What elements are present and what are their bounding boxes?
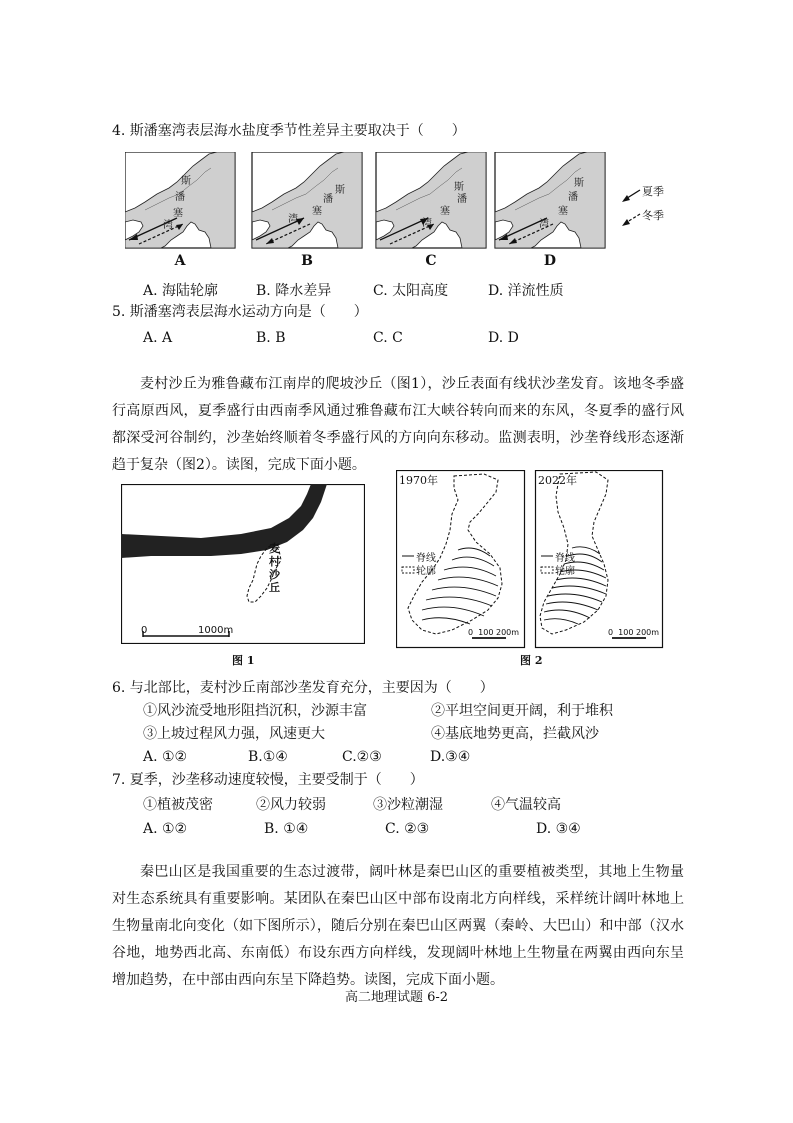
q6-statement-4: ④基底地势更高，拦截风沙 [431, 726, 599, 742]
map-a-sai: 塞 [173, 208, 183, 219]
q6-statement-3: ③上坡过程风力强，风速更大 [143, 726, 325, 742]
fig2-legend-outline-1: 轮廓 [416, 566, 436, 577]
q6-stem: 6. 与北部比，麦村沙丘南部沙垄发育充分，主要因为（ ） [112, 680, 494, 696]
map-a-si: 斯 [181, 176, 191, 187]
q7-option-b[interactable]: B. ①④ [264, 821, 309, 837]
page-footer: 高二地理试题 6-2 [344, 990, 449, 1005]
season-legend-arrows [618, 186, 644, 232]
legend-summer: 夏季 [642, 185, 664, 198]
q5-option-c[interactable]: C. C [373, 330, 403, 346]
q5-option-b[interactable]: B. B [256, 330, 286, 346]
map-label-a: A [174, 253, 186, 269]
q4-option-b[interactable]: B. 降水差异 [256, 283, 332, 299]
passage-qinba: 秦巴山区是我国重要的生态过渡带，阔叶林是秦巴山区的重要植被类型，其地上生物量对生态系统具有重要影响。某团队在秦巴山区中部布设南北方向样线，采样统计阔叶林地上生物量南北向变化（如下图所示），随后分别在秦巴山区两翼（秦岭、大巴山）和中部（汉水谷地，地势西北高、东南低）布设东西方向样线，发现阔叶林地上生物量在两翼由西向东呈增加趋势，在中部由西向东呈下降趋势。读图，完成下面小题。 [112, 864, 684, 988]
map-c-sai: 塞 [440, 206, 450, 217]
passage-dune: 麦村沙丘为雅鲁藏布江南岸的爬坡沙丘（图1），沙丘表面有线状沙垄发育。该地冬季盛行高原西风，夏季盛行由西南季风通过雅鲁藏布江大峡谷转向而来的东风，冬夏季的盛行风都深受河谷制约，沙垄始终顺着冬季盛行风的方向向东移动。监测表明，沙垄脊线形态逐渐趋于复杂（图2）。读图，完成下面小题。 [112, 376, 684, 473]
q4-maps [125, 152, 615, 250]
fig1-scale-start: 0 [141, 625, 148, 636]
q4-option-c[interactable]: C. 太阳高度 [373, 283, 449, 299]
fig1-caption: 图 1 [232, 654, 255, 667]
fig2-legend-ridge-1: 脊线 [416, 553, 436, 564]
map-label-b: B [301, 253, 313, 269]
fig2-year-1970: 1970年 [399, 474, 438, 487]
q6-option-b[interactable]: B.①④ [248, 749, 288, 765]
q7-statement-3: ③沙粒潮湿 [373, 797, 443, 813]
q7-option-a[interactable]: A. ①② [143, 821, 188, 837]
q7-option-d[interactable]: D. ③④ [536, 821, 581, 837]
map-c-pan: 潘 [457, 194, 467, 205]
fig2-caption: 图 2 [520, 654, 543, 667]
map-c-si: 斯 [454, 182, 464, 193]
q7-statement-1: ①植被茂密 [143, 797, 213, 813]
q4-stem: 4. 斯潘塞湾表层海水盐度季节性差异主要取决于（ ） [112, 123, 466, 139]
map-panel-b [252, 152, 362, 248]
q6-statement-1: ①风沙流受地形阻挡沉积，沙源丰富 [143, 703, 367, 719]
map-panel-c [376, 152, 486, 248]
q7-statement-2: ②风力较弱 [256, 797, 326, 813]
q7-statement-4: ④气温较高 [491, 797, 561, 813]
map-label-c: C [425, 253, 437, 269]
fig2-year-2022: 2022年 [538, 474, 577, 487]
map-b-si: 斯 [335, 185, 345, 196]
q6-option-c[interactable]: C.②③ [342, 749, 382, 765]
map-d-sai: 塞 [558, 206, 568, 217]
fig2-scale-2: 0 100 200m [608, 628, 660, 637]
map-d-wan: 湾 [539, 219, 549, 230]
map-d-si: 斯 [574, 178, 584, 189]
q7-stem: 7. 夏季，沙垄移动速度较慢，主要受制于（ ） [112, 772, 424, 788]
q6-option-a[interactable]: A. ①② [143, 749, 188, 765]
q5-option-d[interactable]: D. D [488, 330, 519, 346]
fig1-scale-end: 1000m [198, 625, 234, 636]
figure-1-map [121, 484, 365, 644]
map-d-pan: 潘 [568, 192, 578, 203]
fig1-dune-label: 麦 村 沙 丘 [269, 542, 280, 594]
fig2-legend-ridge-2: 脊线 [555, 553, 575, 564]
map-c-wan: 湾 [422, 218, 432, 229]
map-b-wan: 湾 [288, 214, 298, 225]
q5-stem: 5. 斯潘塞湾表层海水运动方向是（ ） [112, 304, 368, 320]
map-a-wan: 湾 [163, 220, 173, 231]
q6-statement-2: ②平坦空间更开阔，利于堆积 [431, 703, 613, 719]
map-b-sai: 塞 [312, 206, 322, 217]
q6-option-d[interactable]: D.③④ [430, 749, 471, 765]
fig2-scale-1: 0 100 200m [468, 628, 520, 637]
map-b-pan: 潘 [323, 194, 333, 205]
q7-option-c[interactable]: C. ②③ [385, 821, 430, 837]
map-a-pan: 潘 [175, 192, 185, 203]
q4-option-a[interactable]: A. 海陆轮廓 [143, 283, 219, 299]
q5-option-a[interactable]: A. A [143, 330, 173, 346]
map-label-d: D [543, 253, 557, 269]
map-panel-d [495, 152, 605, 248]
fig2-legend-outline-2: 轮廓 [555, 566, 575, 577]
q4-option-d[interactable]: D. 洋流性质 [488, 283, 564, 299]
figure-2-map [396, 470, 664, 650]
legend-winter: 冬季 [642, 209, 664, 222]
